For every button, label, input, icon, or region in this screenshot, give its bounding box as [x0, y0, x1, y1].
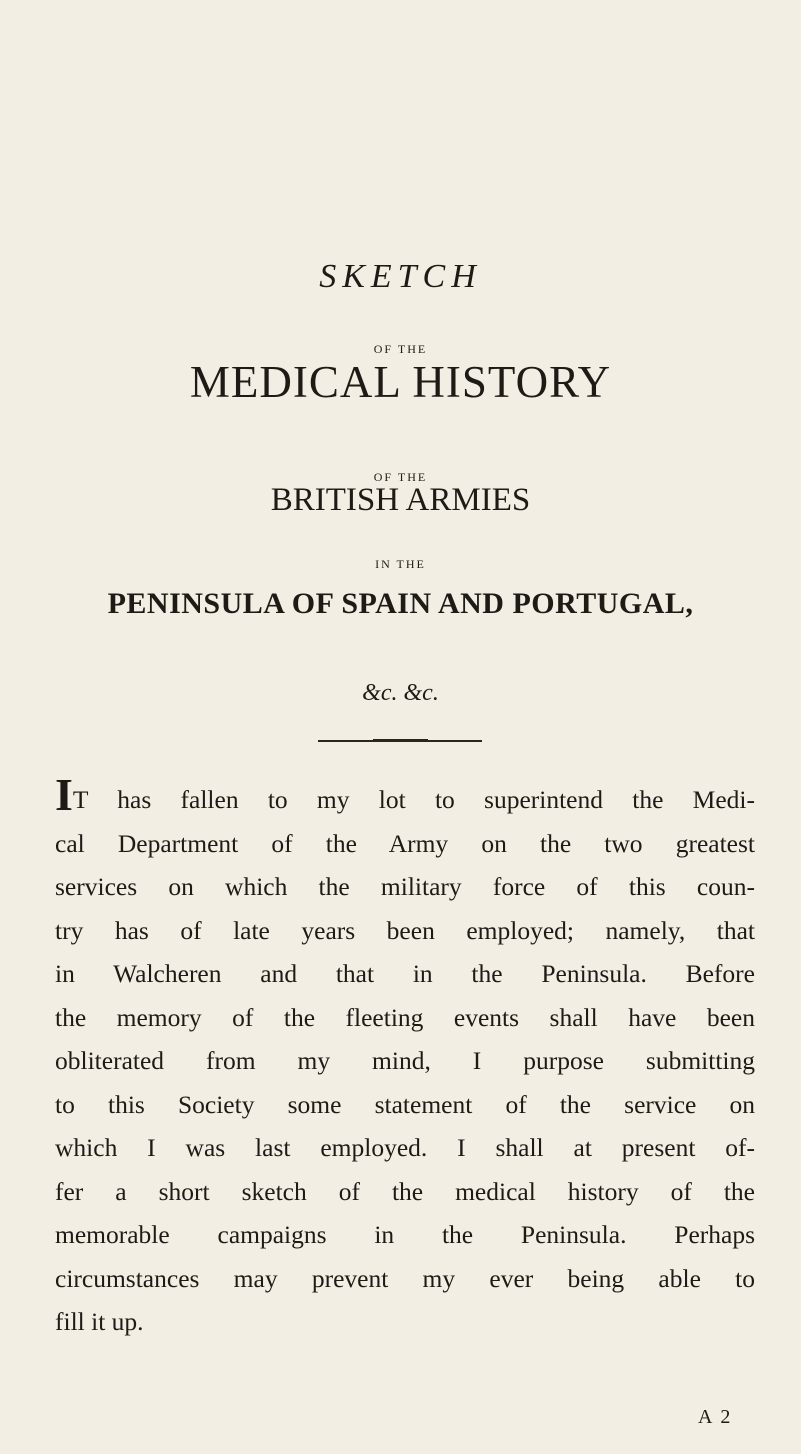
decorative-rule: [318, 740, 482, 742]
body-line-8: to this Society some statement of the service on: [55, 1089, 755, 1119]
body-line-11: memorable campaigns in the Peninsula. Perhaps: [55, 1220, 755, 1249]
body-line-9: which I was last employed. I shall at present of-: [55, 1133, 755, 1162]
title-etc: &c. &c.: [362, 680, 439, 706]
title-in-the: IN THE: [375, 557, 426, 571]
body-paragraph: [55, 769, 755, 1344]
body-line-3: services on which the military force of this coun-: [55, 872, 755, 901]
body-line-1: IT has fallen to my lot to superintend the Medi-: [55, 769, 755, 820]
title-peninsula: PENINSULA OF SPAIN AND PORTUGAL,: [107, 587, 694, 620]
body-line-10: fer a short sketch of the medical history of the: [55, 1176, 755, 1206]
signature-mark: A 2: [698, 1406, 733, 1428]
body-line-13: fill it up.: [55, 1307, 144, 1336]
title-british-armies: BRITISH ARMIES: [270, 482, 531, 518]
body-line-4: try has of late years been employed; namely, that: [55, 915, 755, 945]
title-of-the-2: OF THE: [373, 470, 428, 484]
body-line-12: circumstances may prevent my ever being able to: [55, 1263, 755, 1293]
title-of-the-1: OF THE: [373, 342, 428, 356]
title-medical-history: MEDICAL HISTORY: [189, 357, 612, 407]
body-line-2: cal Department of the Army on the two greatest: [55, 828, 755, 858]
body-line-5: in Walcheren and that in the Peninsula. Before: [55, 959, 755, 988]
body-line-7: obliterated from my mind, I purpose submitting: [55, 1046, 755, 1075]
drop-cap: I: [55, 769, 73, 820]
title-sketch: SKETCH: [319, 258, 482, 295]
body-line-6: the memory of the fleeting events shall have been: [55, 1002, 755, 1032]
